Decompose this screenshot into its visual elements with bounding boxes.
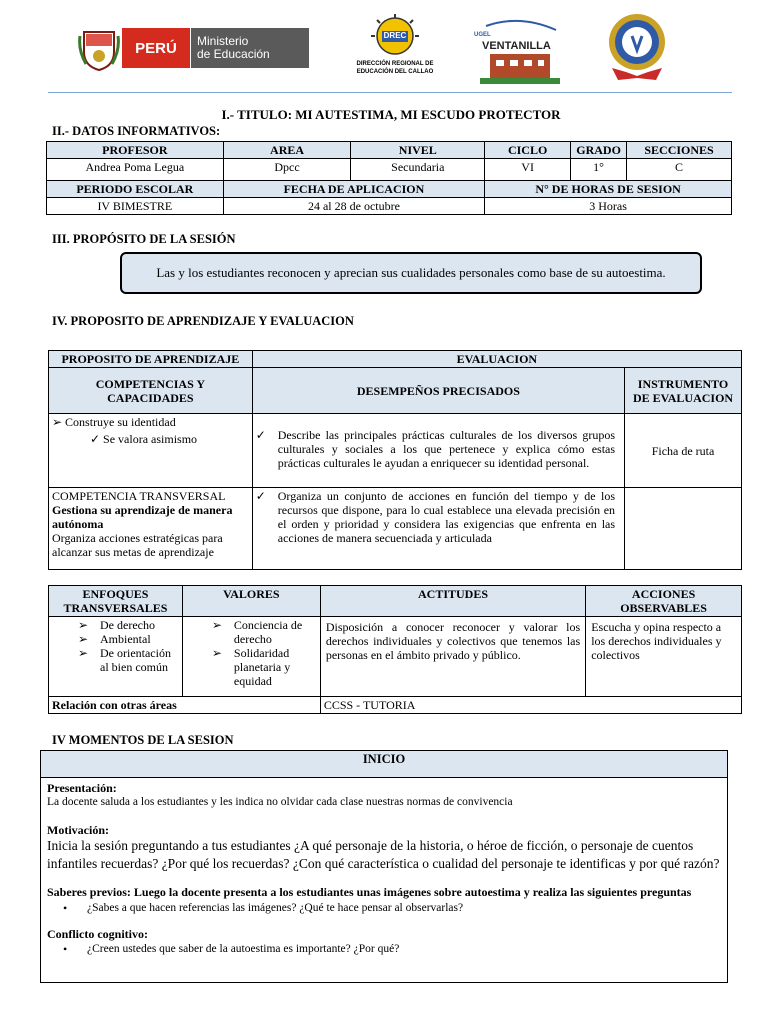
- check-icon: ✓: [255, 428, 266, 442]
- presentacion-label: Presentación:: [47, 781, 117, 795]
- check-icon: ✓: [255, 489, 266, 503]
- h-ciclo: CICLO: [485, 142, 571, 159]
- arrow-icon: ➢: [78, 618, 89, 632]
- profesor-value: Andrea Poma Legua: [47, 159, 224, 181]
- h-horas: N° DE HORAS DE SESION: [485, 181, 732, 198]
- header-rule: [48, 92, 732, 93]
- motivacion-text: Inicia la sesión preguntando a tus estudiantes ¿A qué personaje de la historia, o héroe de ficción, o personaje de cuentos infantiles recuerdas? ¿Por qué los recuerdas? ¿Con qué característica o cualidad del personaje te identificas y por qué razón?: [47, 838, 720, 871]
- arrow-icon: ➢: [211, 618, 222, 632]
- nivel-value: Secundaria: [351, 159, 485, 181]
- transversal-capacidad: Organiza acciones estratégicas para alcanzar sus metas de aprendizaje: [52, 531, 223, 559]
- horas-value: 3 Horas: [485, 198, 732, 215]
- h-actitudes: ACTITUDES: [320, 586, 585, 617]
- h-evaluacion: EVALUACION: [252, 351, 741, 368]
- bullet-icon: •: [63, 901, 68, 915]
- competencia-1: ➢ Construye su identidad: [52, 415, 176, 429]
- h-periodo: PERIODO ESCOLAR: [47, 181, 224, 198]
- h-fecha: FECHA DE APLICACION: [223, 181, 485, 198]
- ugel-label: UGEL: [474, 32, 491, 38]
- h-grado: GRADO: [571, 142, 627, 159]
- ministry-line2: de Educación: [197, 47, 270, 61]
- h-area: AREA: [223, 142, 351, 159]
- h-valores: VALORES: [182, 586, 320, 617]
- arrow-icon: ➢: [78, 632, 89, 646]
- h-profesor: PROFESOR: [47, 142, 224, 159]
- momentos-box: [40, 750, 728, 983]
- drec-badge: DREC: [383, 31, 407, 40]
- conflicto-item: ¿Creen ustedes que saber de la autoestima es importante? ¿Por qué?: [87, 943, 400, 955]
- peru-shield-icon: [78, 26, 120, 72]
- ciclo-value: VI: [485, 159, 571, 181]
- desempeno-2: Organiza un conjunto de acciones en función del tiempo y de los recursos que dispone, para lo cual establece una elevada precisión en el orden y prioridad y considera las exigencias que enfrenta en las acciones de manera secuenciada y articulada: [277, 489, 616, 545]
- h-proposito: PROPOSITO DE APRENDIZAJE: [49, 351, 253, 368]
- enfoque-2: Ambiental: [100, 632, 151, 646]
- datos-heading: II.- DATOS INFORMATIVOS:: [52, 124, 221, 138]
- logo-drec: [356, 12, 434, 88]
- secciones-value: C: [627, 159, 732, 181]
- accion-observable: Escucha y opina respecto a los derechos individuales y colectivos: [586, 617, 742, 697]
- page-title: I.- TITULO: MI AUTESTIMA, MI ESCUDO PROTECTOR: [221, 107, 561, 122]
- h-instrumento: INSTRUMENTO DE EVALUACION: [625, 368, 742, 414]
- drec-line1: DIRECCIÓN REGIONAL DE: [356, 61, 434, 67]
- enfoque-3: De orientación al bien común: [100, 646, 171, 674]
- relacion-label: Relación con otras áreas: [49, 697, 321, 714]
- peru-label: PERÚ: [122, 28, 190, 68]
- proposito-text: Las y los estudiantes reconocen y aprecian sus cualidades personales como base de su autoestima.: [156, 265, 666, 280]
- arrow-icon: ➢: [78, 646, 89, 660]
- desempeno-1: Describe las principales prácticas culturales de los diversos grupos culturales y sociales a los que pertenece y explica cómo estas prácticas culturales le ayudan a enriquecer su identidad personal.: [277, 428, 616, 470]
- momentos-heading: IV MOMENTOS DE LA SESION: [52, 733, 234, 747]
- presentacion-text: La docente saluda a los estudiantes y les indica no olvidar cada clase nuestras normas de convivencia: [47, 796, 513, 808]
- h-desempenos: DESEMPEÑOS PRECISADOS: [252, 368, 624, 414]
- relacion-value: CCSS - TUTORIA: [320, 697, 741, 714]
- h-enfoques: ENFOQUES TRANSVERSALES: [49, 586, 183, 617]
- grado-value: 1°: [571, 159, 627, 181]
- inicio-header: INICIO: [41, 751, 727, 778]
- saberes-label: Saberes previos: Luego la docente presenta a los estudiantes unas imágenes sobre autoestima y realiza las siguientes preguntas: [47, 885, 692, 899]
- valor-2: Solidaridad planetaria y equidad: [233, 646, 291, 688]
- ventanilla-label: VENTANILLA: [482, 40, 551, 52]
- drec-line2: EDUCACIÓN DEL CALLAO: [356, 69, 434, 75]
- instrumento-1: Ficha de ruta: [625, 414, 742, 488]
- transversal-title: COMPETENCIA TRANSVERSAL: [52, 489, 226, 503]
- conflicto-label: Conflicto cognitivo:: [47, 927, 148, 941]
- enfoques-table: [48, 585, 742, 714]
- h-nivel: NIVEL: [351, 142, 485, 159]
- fecha-value: 24 al 28 de octubre: [223, 198, 485, 215]
- h-acciones: ACCIONES OBSERVABLES: [586, 586, 742, 617]
- periodo-value: IV BIMESTRE: [47, 198, 224, 215]
- aprendizaje-table: [48, 350, 742, 570]
- school-emblem-icon: [604, 10, 670, 84]
- valor-1: Conciencia de derecho: [233, 618, 303, 646]
- capacidad-1: ✓ Se valora asimismo: [90, 432, 198, 446]
- enfoque-1: De derecho: [100, 618, 155, 632]
- aprendizaje-heading: IV. PROPOSITO DE APRENDIZAJE Y EVALUACION: [52, 314, 354, 328]
- logo-school-emblem: [604, 10, 670, 84]
- arrow-icon: ➢: [211, 646, 222, 660]
- area-value: Dpcc: [223, 159, 351, 181]
- proposito-box: [120, 252, 702, 294]
- logo-peru-ministerio: [78, 26, 310, 72]
- instrumento-2-empty: [625, 488, 742, 570]
- proposito-heading: III. PROPÓSITO DE LA SESIÓN: [52, 232, 236, 246]
- h-secciones: SECCIONES: [627, 142, 732, 159]
- h-competencias: COMPETENCIAS Y CAPACIDADES: [49, 368, 253, 414]
- logo-ugel-ventanilla: [472, 16, 568, 86]
- actitud: Disposición a conocer reconocer y valorar los derechos individuales y colectivos que tenemos las personas en el ámbito privado y público.: [320, 617, 585, 697]
- saberes-item: ¿Sabes a que hacen referencias las imágenes? ¿Qué te hace pensar al observarlas?: [87, 902, 464, 914]
- ministry-line1: Ministerio: [197, 34, 249, 48]
- transversal-name: Gestiona su aprendizaje de manera autónoma: [52, 503, 233, 531]
- datos-table: [46, 141, 732, 215]
- bullet-icon: •: [63, 942, 68, 956]
- motivacion-label: Motivación:: [47, 823, 109, 837]
